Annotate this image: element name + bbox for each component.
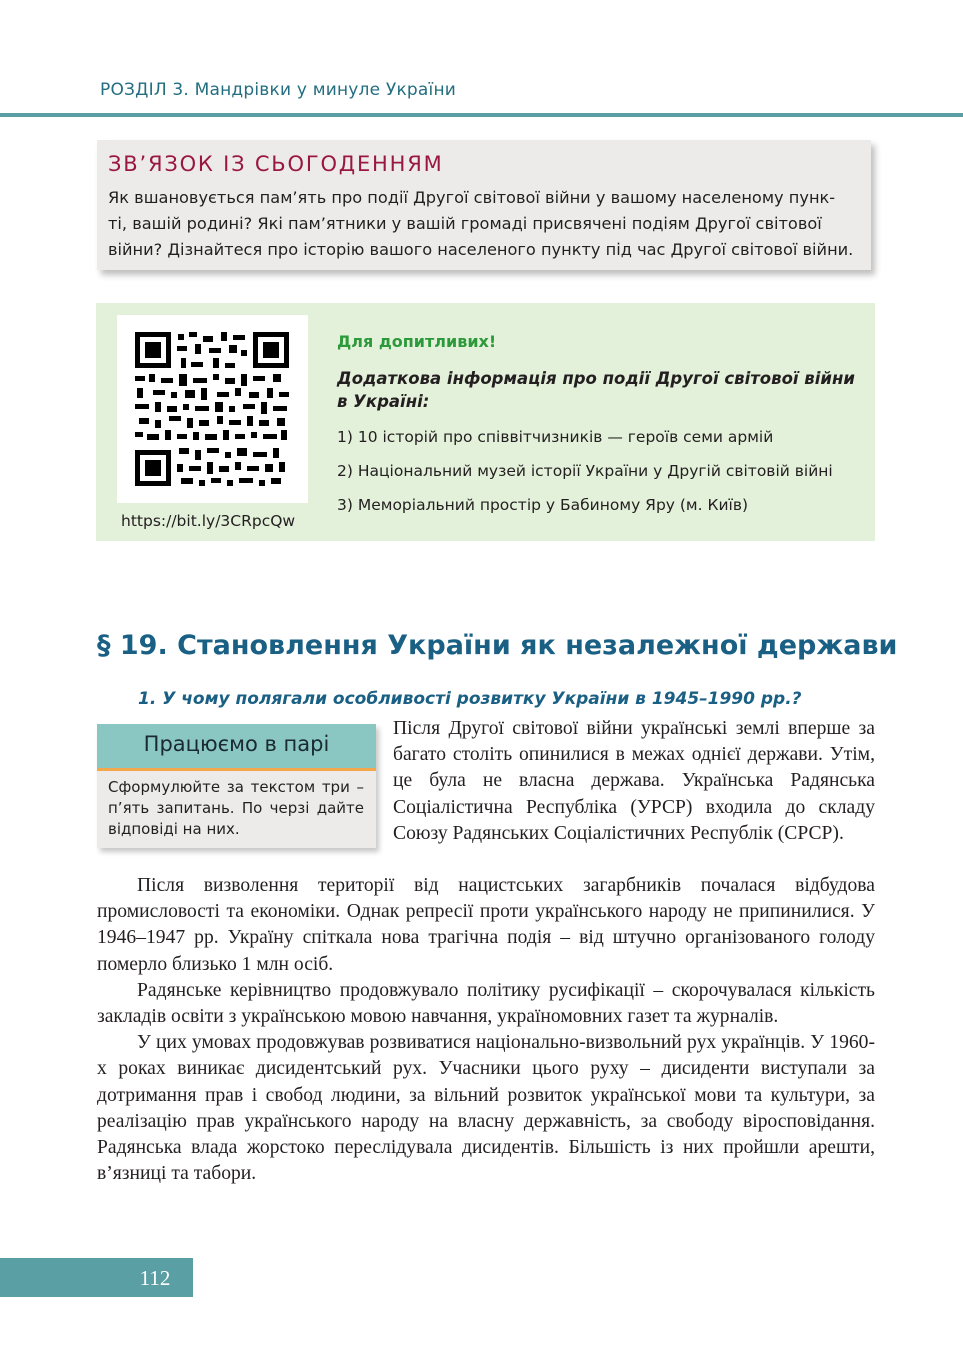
connection-line: війни? Дізнайтеся про історію вашого населеного пункту під час Другої світової війни. [108, 240, 854, 259]
body-paragraph: У цих умовах продовжував розвиватися національно-визвольний рух українців. У 1960-х роках виникає дисидентський рух. Учасники цього руху – дисиденти виступали за дотримання прав і свобод людини, за вільний розвиток української мови та культури, за реалізацію прав українського народу на власну державність, за свободу віросповідання. Радянська влада жорстоко переслідувала дисидентів. Більшість із них пройшли арешти, в’язниці та табори. [97, 1032, 875, 1185]
main-text [97, 873, 875, 1187]
chapter-header: РОЗДІЛ 3. Мандрівки у минуле України [100, 80, 457, 100]
curious-subtitle [337, 367, 867, 413]
connection-today-text [108, 185, 860, 263]
resource-item: 1) 10 історій про співвітчизників — героїв семи армій [337, 428, 774, 446]
curious-subtitle-line: в Україні: [337, 392, 430, 411]
qr-code-frame[interactable] [117, 315, 308, 503]
intro-paragraph: Після Другої світової війни українські землі вперше за багато століть опинилися в межах однієї держави. Утім, це була не власна держава. Українська Радянська Соціалістична Республіка (УРСР) входила до складу Союзу Радянських Соціалістичних Республік (СРСР). [393, 718, 875, 844]
curious-subtitle-line: Додаткова інформація про події Другої світової війни [337, 369, 855, 388]
connection-today-title: ЗВ’ЯЗОК ІЗ СЬОГОДЕННЯМ [108, 152, 444, 176]
qr-url-link[interactable]: https://bit.ly/3CRpcQw [121, 512, 296, 530]
pair-work-text: Сформулюйте за текстом три – п’ять запитань. По черзі дайте відповіді на них. [108, 778, 364, 838]
resource-item: 3) Меморіальний простір у Бабиному Яру (м. Київ) [337, 496, 749, 514]
resource-item: 2) Національний музей історії України у Другій світовій війні [337, 462, 833, 480]
curious-box [96, 303, 875, 541]
connection-today-box [97, 140, 871, 270]
section-title: § 19. Становлення України як незалежної держави [97, 630, 898, 661]
header-divider [0, 113, 963, 117]
pair-work-title: Працюємо в парі [143, 732, 330, 756]
page-number-bar [0, 1258, 193, 1297]
pair-work-header [97, 724, 376, 771]
curious-heading: Для допитливих! [337, 332, 497, 351]
body-paragraph: Радянське керівництво продовжувало політику русифікації – скорочувалася кількість закладів освіти з українською мовою навчання, україномовних газет та журналів. [97, 979, 875, 1028]
resource-list [337, 426, 833, 528]
body-paragraph: Після визволення території від нацистських загарбників почалася відбудова промисловості та економіки. Однак репресії проти українського народу не припинилися. У 1946–1947 рр. Україну спіткала нова трагічна подія – від штучно організованого голоду померло близько 1 млн осіб. [97, 875, 875, 975]
section-question: 1. У чому полягали особливості розвитку України в 1945–1990 рр.? [138, 689, 802, 709]
page-number: 112 [139, 1266, 171, 1290]
connection-line: ті, вашій родині? Які пам’ятники у вашій громаді присвячені подіям Другої світової [108, 214, 822, 233]
connection-line: Як вшановується пам’ять про події Другої світової війни у вашому населеному пунк- [108, 188, 836, 207]
pair-work-box [97, 724, 376, 848]
qr-code-icon[interactable] [133, 330, 291, 488]
